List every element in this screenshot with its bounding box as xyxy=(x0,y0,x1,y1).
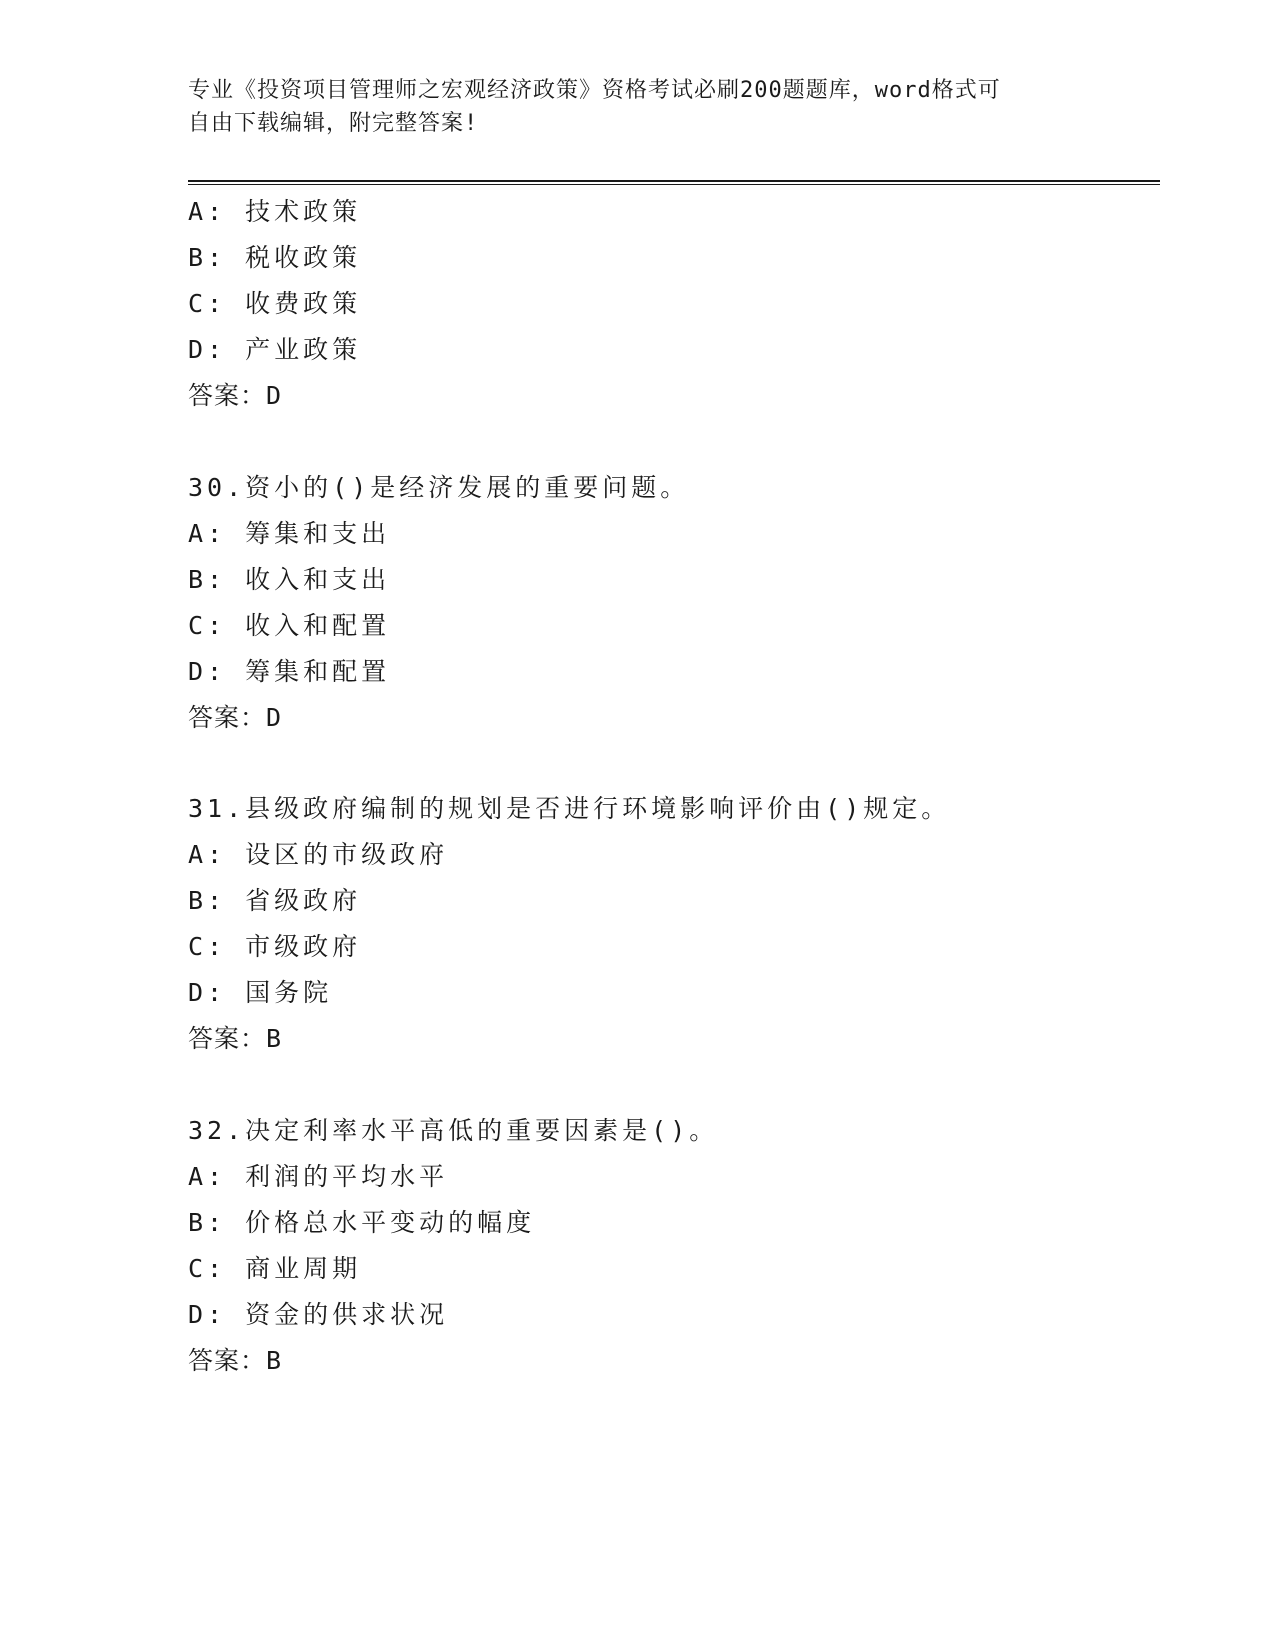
question-stem: 32.决定利率水平高低的重要因素是()。 xyxy=(188,1116,719,1145)
header-line-2: 自由下载编辑，附完整答案! xyxy=(188,111,479,136)
question-stem: 30.资小的()是经济发展的重要问题。 xyxy=(188,473,690,502)
answer: 答案：B xyxy=(188,1346,283,1375)
header-divider xyxy=(188,180,1160,185)
option-c: C: 商业周期 xyxy=(188,1254,362,1283)
option-d: D: 产业政策 xyxy=(188,335,362,364)
answer: 答案：D xyxy=(188,703,283,732)
option-c: C: 收入和配置 xyxy=(188,611,391,640)
header-line-1: 专业《投资项目管理师之宏观经济政策》资格考试必刷200题题库，word格式可 xyxy=(188,78,1001,103)
option-b: B: 价格总水平变动的幅度 xyxy=(188,1208,536,1237)
option-b: B: 收入和支出 xyxy=(188,565,391,594)
answer: 答案：B xyxy=(188,1024,283,1053)
document-header xyxy=(188,74,1088,140)
answer: 答案：D xyxy=(188,381,283,410)
option-a: A: 技术政策 xyxy=(188,197,362,226)
option-c: C: 市级政府 xyxy=(188,932,362,961)
option-d: D: 筹集和配置 xyxy=(188,657,391,686)
option-b: B: 省级政府 xyxy=(188,886,362,915)
option-b: B: 税收政策 xyxy=(188,243,362,272)
option-a: A: 利润的平均水平 xyxy=(188,1162,449,1191)
option-c: C: 收费政策 xyxy=(188,289,362,318)
option-a: A: 筹集和支出 xyxy=(188,519,391,548)
option-a: A: 设区的市级政府 xyxy=(188,840,449,869)
option-d: D: 国务院 xyxy=(188,978,333,1007)
question-stem: 31.县级政府编制的规划是否进行环境影响评价由()规定。 xyxy=(188,794,951,823)
option-d: D: 资金的供求状况 xyxy=(188,1300,449,1329)
